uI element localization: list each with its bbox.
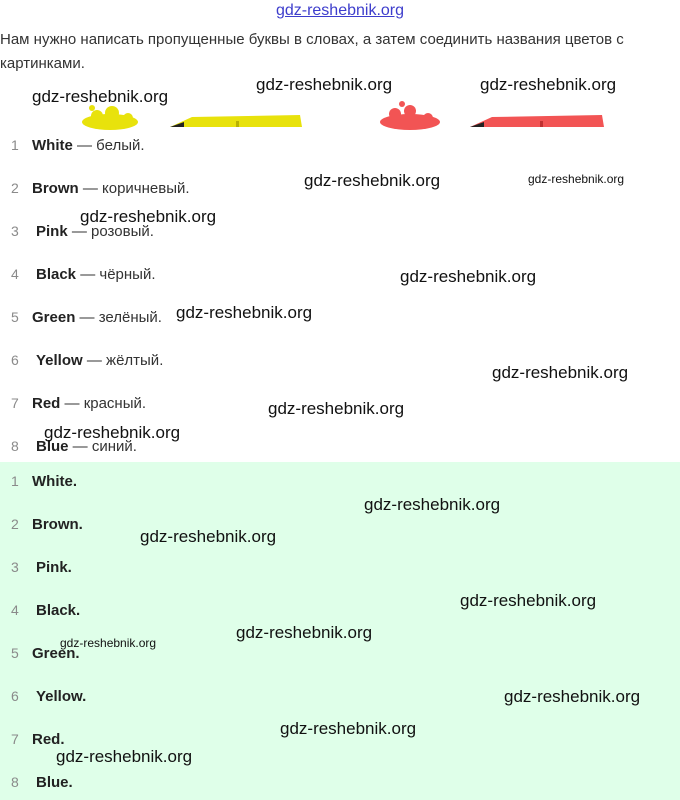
watermark: gdz-reshebnik.org	[400, 267, 537, 286]
watermark: gdz-reshebnik.org	[256, 75, 393, 94]
dash: —	[78, 180, 103, 197]
row-number: 8	[11, 774, 19, 790]
row-number: 8	[11, 438, 19, 454]
watermark: gdz-reshebnik.org	[504, 687, 641, 706]
dash: —	[82, 352, 107, 369]
task-instructions: Нам нужно написать пропущенные буквы в словах, а затем соединить названия цветов с картинками.	[0, 31, 624, 72]
russian-translation: жёлтый.	[106, 352, 164, 369]
watermark: gdz-reshebnik.org	[480, 75, 617, 94]
english-word: Red	[32, 395, 61, 412]
row-number: 5	[11, 645, 19, 661]
russian-translation: красный.	[83, 395, 147, 412]
answer-word: Blue.	[36, 774, 73, 791]
russian-translation: зелёный.	[98, 309, 162, 326]
row-number: 5	[11, 309, 19, 325]
dash: —	[67, 223, 92, 240]
answer-word: Red.	[32, 731, 65, 748]
watermark: gdz-reshebnik.org	[492, 363, 629, 382]
red-marker	[470, 115, 604, 127]
english-word: Blue	[36, 438, 69, 455]
row-number: 4	[11, 602, 19, 618]
row-number: 6	[11, 352, 19, 368]
dash: —	[60, 395, 84, 412]
row-number: 7	[11, 731, 19, 747]
watermark: gdz-reshebnik.org	[56, 747, 193, 766]
watermark: gdz-reshebnik.org	[80, 207, 217, 226]
answer-word: Pink.	[36, 559, 72, 576]
watermark: gdz-reshebnik.org	[44, 423, 181, 442]
russian-translation: коричневый.	[102, 180, 190, 197]
row-number: 6	[11, 688, 19, 704]
row-number: 7	[11, 395, 19, 411]
watermark: gdz-reshebnik.org	[140, 527, 277, 546]
answer-word: Green.	[32, 645, 80, 662]
row-number: 3	[11, 559, 19, 575]
dash: —	[75, 309, 99, 326]
english-word: Pink	[36, 223, 68, 240]
row-number: 4	[11, 266, 19, 282]
watermark: gdz-reshebnik.org	[60, 636, 157, 650]
watermark: gdz-reshebnik.org	[236, 623, 373, 642]
watermark: gdz-reshebnik.org	[268, 399, 405, 418]
watermark: gdz-reshebnik.org	[460, 591, 597, 610]
site-link[interactable]: gdz-reshebnik.org	[275, 2, 405, 19]
row-number: 3	[11, 223, 19, 239]
row-number: 1	[11, 137, 19, 153]
russian-translation: розовый.	[91, 223, 154, 240]
english-word: Black	[36, 266, 77, 283]
watermark: gdz-reshebnik.org	[280, 719, 417, 738]
watermark: gdz-reshebnik.org	[176, 303, 313, 322]
row-number: 1	[11, 473, 19, 489]
english-word: Yellow	[36, 352, 83, 369]
dash: —	[76, 266, 100, 283]
russian-translation: белый.	[96, 137, 145, 154]
yellow-paint-splash	[82, 105, 138, 130]
russian-translation: чёрный.	[99, 266, 156, 283]
watermark: gdz-reshebnik.org	[32, 87, 169, 106]
watermark: gdz-reshebnik.org	[528, 172, 625, 186]
red-paint-splash	[380, 101, 440, 130]
dash: —	[68, 438, 92, 455]
answer-word: Brown.	[32, 516, 83, 533]
watermark: gdz-reshebnik.org	[304, 171, 441, 190]
english-word: Brown	[32, 180, 79, 197]
answer-word: White.	[32, 473, 77, 490]
russian-translation: синий.	[91, 438, 137, 455]
dash: —	[72, 137, 97, 154]
english-word: White	[32, 137, 73, 154]
row-number: 2	[11, 516, 19, 532]
answer-word: Yellow.	[36, 688, 87, 705]
answer-word: Black.	[36, 602, 81, 619]
yellow-marker	[170, 115, 302, 127]
row-number: 2	[11, 180, 19, 196]
watermark: gdz-reshebnik.org	[364, 495, 501, 514]
english-word: Green	[32, 309, 76, 326]
